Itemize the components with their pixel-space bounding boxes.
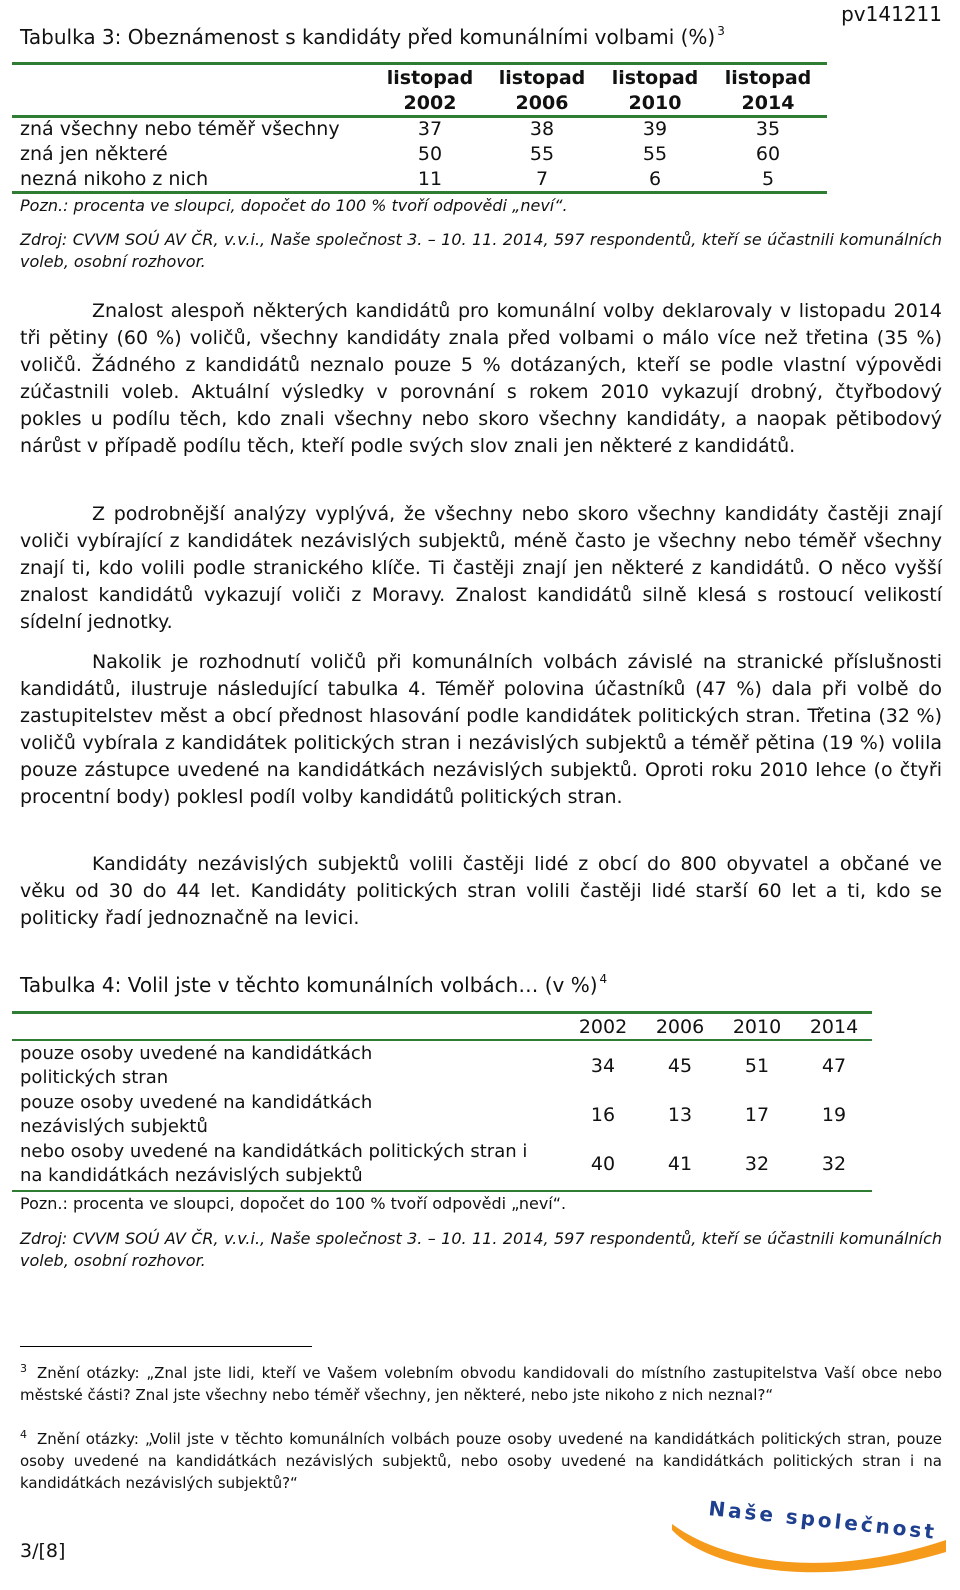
col-header-year: 2010 bbox=[628, 92, 682, 114]
table3-caption-text: Tabulka 3: Obeznámenost s kandidáty před komunálními volbami (%) bbox=[20, 25, 716, 49]
logo-text: Naše společnost bbox=[707, 1496, 939, 1544]
table3-cell: 35 bbox=[755, 118, 781, 140]
table4-col-header: 2002 bbox=[578, 1016, 628, 1038]
table3-cell: 5 bbox=[761, 168, 775, 190]
table4-row-label: pouze osoby uvedené na kandidátkách politických stran bbox=[20, 1043, 373, 1088]
table3-row-label: nezná nikoho z nich bbox=[20, 168, 209, 190]
table4-bottom-rule bbox=[12, 1190, 872, 1192]
table4-cell: 34 bbox=[590, 1055, 616, 1077]
table4-cell: 16 bbox=[590, 1104, 616, 1126]
table4-col-header: 2014 bbox=[809, 1016, 859, 1038]
footnote-text: Znění otázky: „Znal jste lidi, kteří ve Vašem volebním obvodu kandidovali do místního zastupitelstva Vaší obce nebo městské části? Znal jste všechny nebo téměř všechny, jen některé, nebo jste nikoho z nich neznal?“ bbox=[20, 1364, 942, 1404]
table3-cell: 39 bbox=[642, 118, 668, 140]
table4-cell: 51 bbox=[744, 1055, 770, 1077]
table4-cell: 19 bbox=[821, 1104, 847, 1126]
footnote-number: 4 bbox=[20, 1428, 27, 1441]
table4-header-rule bbox=[12, 1039, 872, 1041]
footnote bbox=[20, 1424, 942, 1494]
nase-spolecnost-logo bbox=[670, 1490, 950, 1580]
table4-cell: 41 bbox=[667, 1153, 693, 1175]
page-number: 3/[8] bbox=[20, 1540, 66, 1562]
table4-note: Pozn.: procenta ve sloupci, dopočet do 100 % tvoří odpovědi „neví“. bbox=[20, 1194, 567, 1213]
table4-row-label: pouze osoby uvedené na kandidátkách nezávislých subjektů bbox=[20, 1092, 373, 1137]
table3-cell: 55 bbox=[529, 143, 555, 165]
table4-col-header: 2006 bbox=[655, 1016, 705, 1038]
col-header-month: listopad bbox=[724, 67, 812, 89]
col-header-month: listopad bbox=[498, 67, 586, 89]
table3-source: Zdroj: CVVM SOÚ AV ČR, v.v.i., Naše společnost 3. – 10. 11. 2014, 597 respondentů, kteří se účastnili komunálních voleb, osobní rozhovor. bbox=[20, 230, 942, 271]
col-header-month: listopad bbox=[386, 67, 474, 89]
table4-caption-text: Tabulka 4: Volil jste v těchto komunálních volbách… (v %) bbox=[20, 973, 598, 997]
table4-cell: 32 bbox=[744, 1153, 770, 1175]
table3-row-label: zná jen některé bbox=[20, 143, 168, 165]
table4-caption bbox=[20, 972, 607, 997]
table3-footnote-ref: 3 bbox=[717, 24, 725, 38]
table4-cell: 17 bbox=[744, 1104, 770, 1126]
table3-bottom-rule bbox=[12, 191, 827, 194]
footnote-number: 3 bbox=[20, 1362, 27, 1375]
body-paragraph: Kandidáty nezávislých subjektů volili častěji lidé z obcí do 800 obyvatel a občané ve věku od 30 do 44 let. Kandidáty politických stran volili častěji lidé starší 60 let a ti, kdo se politicky řadí jednoznačně na levici. bbox=[20, 853, 942, 929]
table4-top-rule bbox=[12, 1011, 872, 1014]
table4-row-label: nebo osoby uvedené na kandidátkách politických stran i na kandidátkách nezávislých subjektů bbox=[20, 1141, 528, 1186]
table3-cell: 60 bbox=[755, 143, 781, 165]
document-code: pv141211 bbox=[841, 2, 942, 26]
body-paragraph: Znalost alespoň některých kandidátů pro komunální volby deklarovaly v listopadu 2014 tři pětiny (60 %) voličů, všechny kandidáty znala před volbami o málo více než třetina (35 %) voličů. Žádného z kandidátů neznalo pouze 5 % dotázaných, kteří se podle vlastní výpovědi zúčastnili voleb. Aktuální výsledky v porovnání s rokem 2010 vykazují drobný, čtyřbodový pokles u podílu těch, kdo znali všechny nebo skoro všechny kandidáty, a naopak pětibodový nárůst v případě podílu těch, kteří podle svých slov znali jen některé z kandidátů. bbox=[20, 300, 942, 457]
table4-cell: 45 bbox=[667, 1055, 693, 1077]
col-header-year: 2014 bbox=[741, 92, 795, 114]
table3-cell: 38 bbox=[529, 118, 555, 140]
table3-col-header bbox=[492, 66, 592, 116]
table3-note: Pozn.: procenta ve sloupci, dopočet do 100 % tvoří odpovědi „neví“. bbox=[20, 196, 568, 215]
table3-top-rule bbox=[12, 62, 827, 65]
footnote-text: Znění otázky: „Volil jste v těchto komunálních volbách pouze osoby uvedené na kandidátkách politických stran, pouze osoby uvedené na kandidátkách nezávislých subjektů, nebo osoby uvedené na kandidátkách politických stran i na kandidátkách nezávislých subjektů?“ bbox=[20, 1430, 942, 1492]
table3-col-header bbox=[718, 66, 818, 116]
col-header-month: listopad bbox=[611, 67, 699, 89]
table4-cell: 47 bbox=[821, 1055, 847, 1077]
footnote bbox=[20, 1358, 942, 1406]
body-paragraph: Z podrobnější analýzy vyplývá, že všechny nebo skoro všechny kandidáty častěji znají voliči vybírající z kandidátek nezávislých subjektů, méně často je všechny nebo téměř všechny znají ti, kdo volili podle stranického klíče. Ti častěji znají jen některé z kandidátů. O něco vyšší znalost kandidátů vykazují voliči z Moravy. Znalost kandidátů silně klesá s rostoucí velikostí sídelní jednotky. bbox=[20, 503, 942, 633]
table3-cell: 7 bbox=[535, 168, 549, 190]
table3-row-label: zná všechny nebo téměř všechny bbox=[20, 118, 340, 140]
footnote-separator bbox=[20, 1346, 312, 1347]
table4-cell: 32 bbox=[821, 1153, 847, 1175]
table4-footnote-ref: 4 bbox=[599, 972, 608, 986]
table3-caption bbox=[20, 24, 725, 49]
table4-col-header: 2010 bbox=[732, 1016, 782, 1038]
table3-col-header bbox=[380, 66, 480, 116]
table3-cell: 55 bbox=[642, 143, 668, 165]
table3-cell: 37 bbox=[417, 118, 443, 140]
table3-cell: 50 bbox=[417, 143, 443, 165]
body-paragraph: Nakolik je rozhodnutí voličů při komunálních volbách závislé na stranické příslušnosti kandidátů, ilustruje následující tabulka 4. Téměř polovina účastníků (47 %) dala při volbě do zastupitelstev měst a obcí přednost hlasování podle kandidátek politických stran. Třetina (32 %) voličů vybírala z kandidátek politických stran i nezávislých subjektů a téměř pětina (19 %) volila pouze zástupce uvedené na kandidátkách nezávislých subjektů. Oproti roku 2010 lehce (o čtyři procentní body) poklesl podíl volby kandidátů politických stran. bbox=[20, 651, 942, 808]
col-header-year: 2006 bbox=[515, 92, 569, 114]
table4-cell: 13 bbox=[667, 1104, 693, 1126]
col-header-year: 2002 bbox=[403, 92, 457, 114]
table3-cell: 6 bbox=[648, 168, 662, 190]
table4-cell: 40 bbox=[590, 1153, 616, 1175]
table3-cell: 11 bbox=[417, 168, 443, 190]
table3-col-header bbox=[605, 66, 705, 116]
table4-source: Zdroj: CVVM SOÚ AV ČR, v.v.i., Naše společnost 3. – 10. 11. 2014, 597 respondentů, kteří se účastnili komunálních voleb, osobní rozhovor. bbox=[20, 1229, 942, 1270]
